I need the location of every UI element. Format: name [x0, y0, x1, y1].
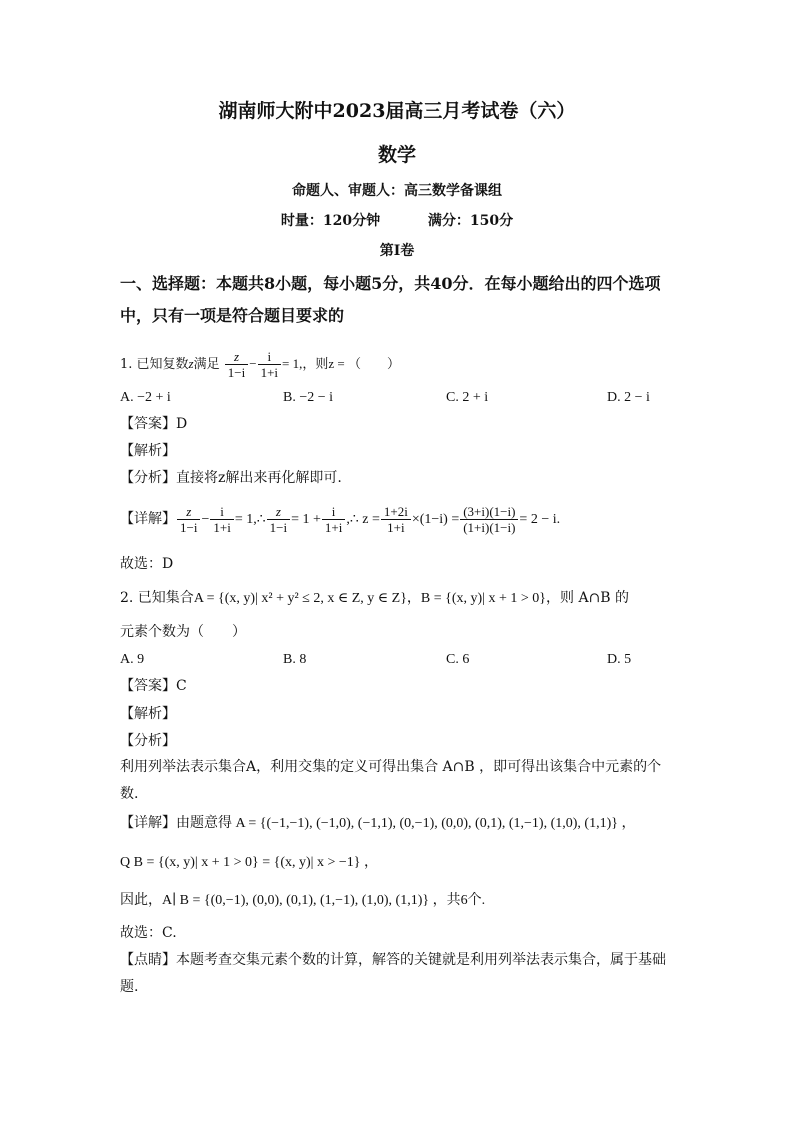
q2-analysis-line2: 数. — [120, 786, 139, 802]
exam-title: 湖南师大附中2023届高三月考试卷（六） — [218, 100, 576, 122]
q1-option-a: A. −2 + i — [120, 390, 171, 405]
q2-set-a: A = {(x, y)| x² + y² ≤ 2, x ∈ Z, y ∈ Z} — [193, 591, 407, 606]
subject-title: 数学 — [377, 144, 416, 166]
q1-detail-label: 【详解】 — [120, 511, 176, 527]
q1-option-d: D. 2 − i — [607, 390, 650, 405]
q1-fraction-1: $\frac{z}{1-i}$ — [225, 349, 248, 380]
q2-set-b: ，B = {(x, y)| x + 1 > 0} — [406, 591, 547, 606]
volume-label: 第I卷 — [379, 243, 415, 259]
q2-detail-line3: 因此，A∣ B = {(0,−1), (0,0), (0,1), (1,−1), (1,0), (1,1)} ，共6个. — [120, 893, 486, 908]
q1-satisfy: 满足 — [193, 357, 220, 372]
q2-comment-line1: 【点睛】本题考查交集元素个数的计算，解答的关键就是利用列举法表示集合，属于基础 — [120, 952, 666, 968]
question-1-stem — [120, 346, 400, 383]
q2-option-b: B. 8 — [283, 652, 307, 667]
q2-option-c: C. 6 — [446, 652, 470, 667]
q1-var-z: z — [188, 356, 194, 371]
q1-then: ，则 — [302, 357, 329, 372]
q2-answer: 【答案】C — [120, 678, 187, 694]
q2-analysis-title: 【解析】 — [120, 706, 176, 722]
q2-then: ，则 A∩B 的 — [546, 590, 630, 606]
q2-analysis-label: 【分析】 — [120, 733, 176, 749]
q1-analysis-title: 【解析】 — [120, 443, 176, 459]
q1-option-c: C. 2 + i — [446, 390, 489, 405]
q1-analysis: 【分析】直接将z解出来再化解即可. — [120, 470, 342, 486]
q2-detail-line2: Q B = {(x, y)| x + 1 > 0} = {(x, y)| x > −1} ， — [120, 855, 378, 870]
full-score: 满分：150分 — [427, 213, 514, 229]
question-2-stem — [120, 588, 629, 609]
q2-conclusion: 故选：C. — [120, 925, 177, 941]
q1-prefix: 1. 已知复数 — [120, 357, 189, 372]
time-score-line — [0, 211, 794, 231]
q2-comment-line2: 题. — [120, 979, 139, 995]
q1-detail: 【详解】 $\frac{z}{1-i}$ − $\frac{i}{1+i}$ = 1,∴ $\frac{z}{1-i}$ = 1 + $\frac{i}{1+i}$ ,∴ z = $\frac{1+2i}{1+i}$ ×(1−i) = $\frac{(3+i)(1-i)}{(1+i)(1-i)}$ = 2 − i. — [120, 503, 561, 535]
q1-conclusion: 故选：D — [120, 556, 174, 572]
q1-ask: z = （ ） — [328, 356, 400, 371]
q1-fraction-2: $\frac{i}{1+i}$ — [258, 349, 281, 380]
q2-stem-line2: 元素个数为（ ） — [120, 624, 246, 640]
section-heading-line1: 一、选择题：本题共8小题，每小题5分，共40分．在每小题给出的四个选项 — [120, 274, 661, 293]
q1-minus: − — [249, 356, 257, 371]
q2-option-d: D. 5 — [607, 652, 632, 667]
authors-line: 命题人、审题人：高三数学备课组 — [292, 183, 502, 199]
q2-option-a: A. 9 — [120, 652, 145, 667]
q1-option-b: B. −2 − i — [283, 390, 334, 405]
q2-analysis-line1: 利用列举法表示集合A，利用交集的定义可得出集合 A∩B ，即可得出该集合中元素的个 — [120, 759, 662, 775]
q2-detail-line1: 【详解】由题意得 A = {(−1,−1), (−1,0), (−1,1), (0,−1), (0,0), (0,1), (1,−1), (1,0), (1,1)} ， — [120, 816, 636, 831]
q2-prefix: 2. 已知集合 — [120, 590, 194, 606]
section-heading-line2: 中，只有一项是符合题目要求的 — [120, 306, 345, 325]
time-limit: 时量：120分钟 — [280, 213, 381, 229]
q1-answer: 【答案】D — [120, 416, 188, 432]
q1-equals-one: = 1, — [282, 356, 303, 371]
